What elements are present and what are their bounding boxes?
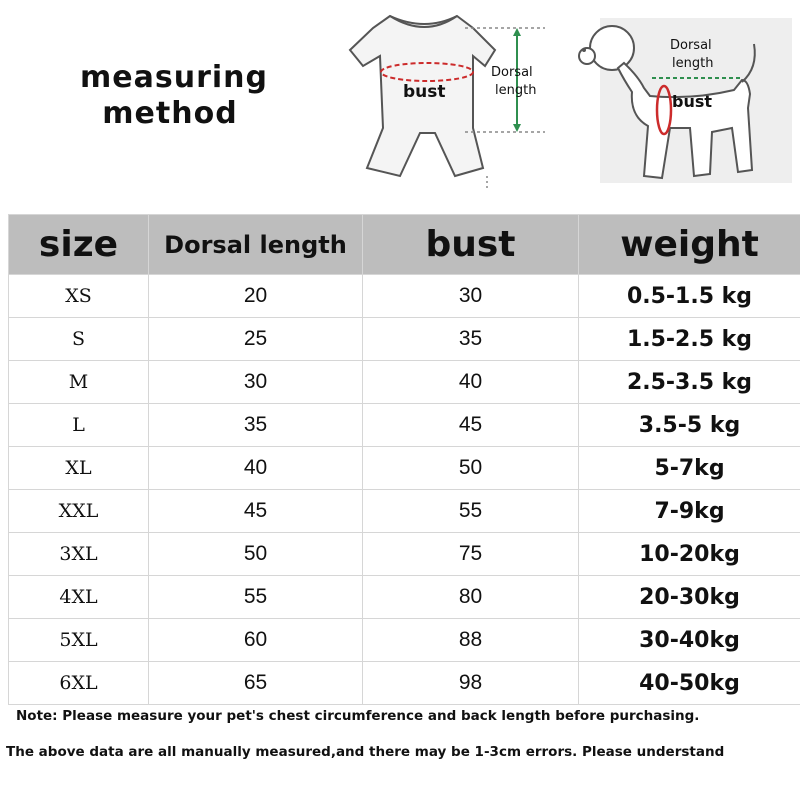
size-chart-table	[8, 214, 800, 705]
dorsal-length-cell: 35	[149, 404, 363, 447]
size-cell: S	[9, 318, 149, 361]
title-line-2: method	[102, 96, 238, 131]
dorsal-length-cell: 30	[149, 361, 363, 404]
table-row	[9, 275, 800, 318]
weight-cell: 30-40kg	[579, 619, 800, 662]
table-row	[9, 447, 800, 490]
weight-cell: 10-20kg	[579, 533, 800, 576]
clothes-bust-label: bust	[403, 82, 446, 102]
dog-bust-label: bust	[672, 92, 713, 111]
note-measure-before-purchase: Note: Please measure your pet's chest circumference and back length before purchasing.	[16, 708, 700, 724]
clothes-diagram	[345, 8, 550, 193]
clothes-dorsal-label-1: Dorsal	[491, 65, 533, 80]
bust-cell: 50	[363, 447, 579, 490]
dorsal-length-cell: 60	[149, 619, 363, 662]
column-header-bust: bust	[363, 215, 579, 275]
column-header-size: size	[9, 215, 149, 275]
table-row	[9, 619, 800, 662]
weight-cell: 7-9kg	[579, 490, 800, 533]
dorsal-length-cell: 45	[149, 490, 363, 533]
weight-cell: 0.5-1.5 kg	[579, 275, 800, 318]
bust-cell: 55	[363, 490, 579, 533]
dog-dorsal-label-2: length	[672, 56, 714, 71]
bust-cell: 88	[363, 619, 579, 662]
dorsal-length-cell: 25	[149, 318, 363, 361]
measuring-method-title	[80, 60, 268, 132]
note-measurement-error: The above data are all manually measured,and there may be 1-3cm errors. Please understand	[6, 744, 725, 760]
title-line-1: measuring	[80, 60, 268, 95]
bust-cell: 75	[363, 533, 579, 576]
table-row	[9, 404, 800, 447]
size-cell: XS	[9, 275, 149, 318]
table-row	[9, 318, 800, 361]
size-cell: M	[9, 361, 149, 404]
dog-dorsal-label-1: Dorsal	[670, 38, 712, 53]
size-cell: XXL	[9, 490, 149, 533]
size-cell: 4XL	[9, 576, 149, 619]
dog-diagram	[572, 8, 792, 193]
dorsal-length-cell: 55	[149, 576, 363, 619]
weight-cell: 1.5-2.5 kg	[579, 318, 800, 361]
weight-cell: 2.5-3.5 kg	[579, 361, 800, 404]
column-header-weight: weight	[579, 215, 800, 275]
table-header-row	[9, 215, 800, 275]
weight-cell: 40-50kg	[579, 662, 800, 705]
size-cell: 6XL	[9, 662, 149, 705]
size-cell: XL	[9, 447, 149, 490]
clothes-illustration	[345, 8, 550, 193]
size-cell: 3XL	[9, 533, 149, 576]
bust-cell: 40	[363, 361, 579, 404]
size-cell: L	[9, 404, 149, 447]
table-row	[9, 361, 800, 404]
table-row	[9, 576, 800, 619]
table-row	[9, 533, 800, 576]
table-row	[9, 662, 800, 705]
weight-cell: 5-7kg	[579, 447, 800, 490]
bust-cell: 30	[363, 275, 579, 318]
bust-cell: 80	[363, 576, 579, 619]
dorsal-length-cell: 50	[149, 533, 363, 576]
table-row	[9, 490, 800, 533]
dorsal-length-cell: 40	[149, 447, 363, 490]
column-header-dorsal-length: Dorsal length	[149, 215, 363, 275]
dorsal-length-cell: 65	[149, 662, 363, 705]
clothes-dorsal-label-2: length	[495, 83, 537, 98]
bust-cell: 98	[363, 662, 579, 705]
bust-cell: 45	[363, 404, 579, 447]
bust-cell: 35	[363, 318, 579, 361]
weight-cell: 3.5-5 kg	[579, 404, 800, 447]
weight-cell: 20-30kg	[579, 576, 800, 619]
dorsal-length-cell: 20	[149, 275, 363, 318]
size-cell: 5XL	[9, 619, 149, 662]
